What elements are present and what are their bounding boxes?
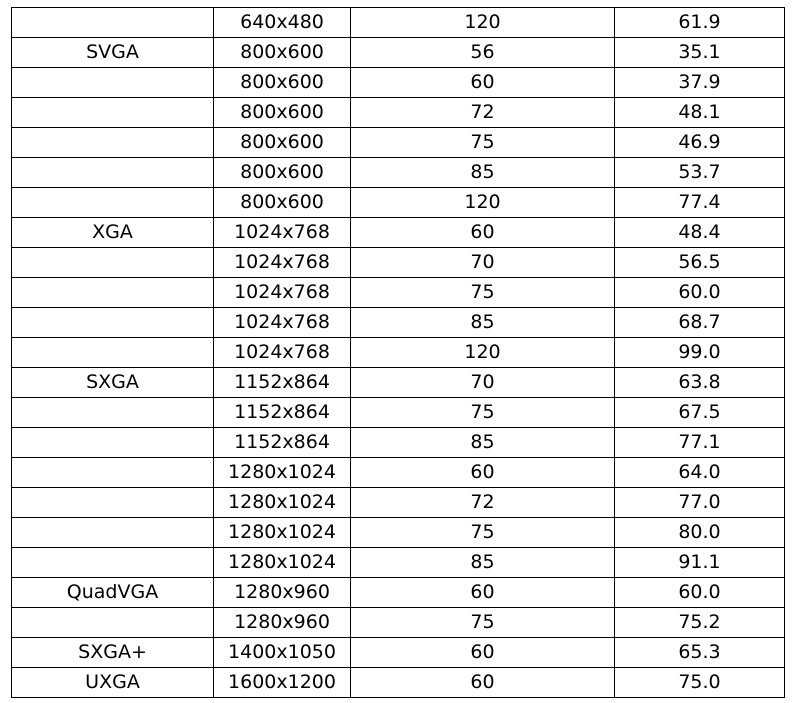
resolution-cell: 800x600 [214, 128, 351, 158]
table-row [12, 8, 785, 38]
resolution-cell: 1152x864 [214, 398, 351, 428]
resolution-cell: 1152x864 [214, 368, 351, 398]
vertical-frequency-cell: 75 [351, 278, 615, 308]
vertical-frequency-cell: 85 [351, 308, 615, 338]
vertical-frequency-cell: 75 [351, 398, 615, 428]
resolution-cell: 1280x960 [214, 608, 351, 638]
horizontal-frequency-cell: 60.0 [615, 278, 785, 308]
table-row [12, 458, 785, 488]
vertical-frequency-cell: 60 [351, 218, 615, 248]
resolution-cell: 1024x768 [214, 218, 351, 248]
table-row [12, 548, 785, 578]
horizontal-frequency-cell: 99.0 [615, 338, 785, 368]
vertical-frequency-cell: 60 [351, 458, 615, 488]
table-row [12, 608, 785, 638]
resolution-cell: 1280x1024 [214, 458, 351, 488]
table-row [12, 218, 785, 248]
table-row [12, 38, 785, 68]
resolution-cell: 1600x1200 [214, 668, 351, 698]
table-row [12, 428, 785, 458]
vertical-frequency-cell: 60 [351, 68, 615, 98]
resolution-cell: 640x480 [214, 8, 351, 38]
resolution-cell: 800x600 [214, 68, 351, 98]
resolution-cell: 800x600 [214, 188, 351, 218]
horizontal-frequency-cell: 64.0 [615, 458, 785, 488]
resolution-cell: 1280x1024 [214, 518, 351, 548]
resolution-cell: 1152x864 [214, 428, 351, 458]
mode-cell: SXGA [12, 368, 214, 398]
resolution-cell: 1280x1024 [214, 548, 351, 578]
horizontal-frequency-cell: 80.0 [615, 518, 785, 548]
horizontal-frequency-cell: 91.1 [615, 548, 785, 578]
horizontal-frequency-cell: 48.1 [615, 98, 785, 128]
table-row [12, 578, 785, 608]
mode-cell [12, 278, 214, 308]
table-row [12, 248, 785, 278]
horizontal-frequency-cell: 46.9 [615, 128, 785, 158]
vertical-frequency-cell: 75 [351, 128, 615, 158]
table-row [12, 278, 785, 308]
mode-cell [12, 338, 214, 368]
mode-cell [12, 548, 214, 578]
table-row [12, 368, 785, 398]
mode-cell [12, 8, 214, 38]
horizontal-frequency-cell: 68.7 [615, 308, 785, 338]
horizontal-frequency-cell: 75.2 [615, 608, 785, 638]
table-row [12, 518, 785, 548]
vertical-frequency-cell: 85 [351, 428, 615, 458]
horizontal-frequency-cell: 37.9 [615, 68, 785, 98]
resolution-cell: 800x600 [214, 38, 351, 68]
horizontal-frequency-cell: 61.9 [615, 8, 785, 38]
mode-cell [12, 248, 214, 278]
mode-cell [12, 98, 214, 128]
timing-table [11, 7, 785, 698]
vertical-frequency-cell: 70 [351, 248, 615, 278]
mode-cell [12, 518, 214, 548]
table-row [12, 98, 785, 128]
table-row [12, 158, 785, 188]
mode-cell [12, 428, 214, 458]
vertical-frequency-cell: 60 [351, 668, 615, 698]
horizontal-frequency-cell: 65.3 [615, 638, 785, 668]
horizontal-frequency-cell: 75.0 [615, 668, 785, 698]
table-row [12, 488, 785, 518]
resolution-cell: 1024x768 [214, 278, 351, 308]
horizontal-frequency-cell: 60.0 [615, 578, 785, 608]
table-row [12, 308, 785, 338]
horizontal-frequency-cell: 77.1 [615, 428, 785, 458]
resolution-cell: 800x600 [214, 98, 351, 128]
vertical-frequency-cell: 120 [351, 338, 615, 368]
horizontal-frequency-cell: 63.8 [615, 368, 785, 398]
vertical-frequency-cell: 85 [351, 548, 615, 578]
resolution-cell: 1024x768 [214, 308, 351, 338]
mode-cell: QuadVGA [12, 578, 214, 608]
horizontal-frequency-cell: 77.4 [615, 188, 785, 218]
vertical-frequency-cell: 120 [351, 8, 615, 38]
mode-cell: XGA [12, 218, 214, 248]
table-row [12, 188, 785, 218]
mode-cell [12, 608, 214, 638]
mode-cell [12, 158, 214, 188]
resolution-cell: 1280x960 [214, 578, 351, 608]
horizontal-frequency-cell: 67.5 [615, 398, 785, 428]
mode-cell [12, 68, 214, 98]
mode-cell [12, 488, 214, 518]
resolution-cell: 1024x768 [214, 338, 351, 368]
mode-cell: UXGA [12, 668, 214, 698]
vertical-frequency-cell: 75 [351, 518, 615, 548]
table-row [12, 128, 785, 158]
vertical-frequency-cell: 60 [351, 638, 615, 668]
horizontal-frequency-cell: 53.7 [615, 158, 785, 188]
vertical-frequency-cell: 85 [351, 158, 615, 188]
table-row [12, 68, 785, 98]
vertical-frequency-cell: 70 [351, 368, 615, 398]
resolution-cell: 1400x1050 [214, 638, 351, 668]
vertical-frequency-cell: 72 [351, 98, 615, 128]
mode-cell [12, 308, 214, 338]
table-row [12, 338, 785, 368]
mode-cell [12, 128, 214, 158]
vertical-frequency-cell: 75 [351, 608, 615, 638]
vertical-frequency-cell: 72 [351, 488, 615, 518]
mode-cell [12, 458, 214, 488]
horizontal-frequency-cell: 56.5 [615, 248, 785, 278]
resolution-cell: 1280x1024 [214, 488, 351, 518]
vertical-frequency-cell: 56 [351, 38, 615, 68]
resolution-cell: 1024x768 [214, 248, 351, 278]
timing-table-body [12, 8, 785, 698]
resolution-cell: 800x600 [214, 158, 351, 188]
table-row [12, 668, 785, 698]
vertical-frequency-cell: 120 [351, 188, 615, 218]
mode-cell: SVGA [12, 38, 214, 68]
mode-cell [12, 188, 214, 218]
vertical-frequency-cell: 60 [351, 578, 615, 608]
mode-cell [12, 398, 214, 428]
horizontal-frequency-cell: 35.1 [615, 38, 785, 68]
table-row [12, 638, 785, 668]
horizontal-frequency-cell: 77.0 [615, 488, 785, 518]
table-row [12, 398, 785, 428]
horizontal-frequency-cell: 48.4 [615, 218, 785, 248]
mode-cell: SXGA+ [12, 638, 214, 668]
